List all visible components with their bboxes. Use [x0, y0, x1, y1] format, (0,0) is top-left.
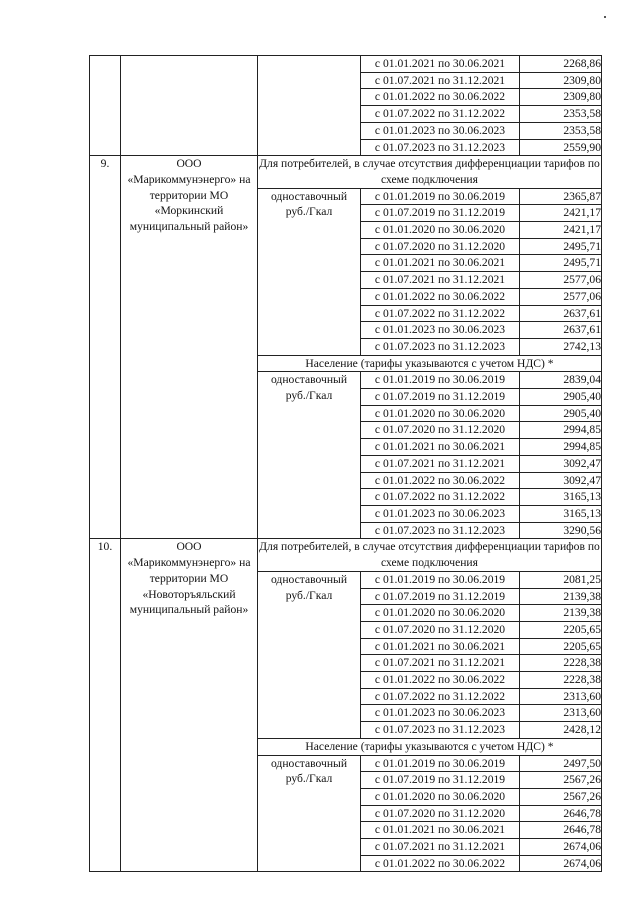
price-cell: 2365,87	[520, 188, 602, 205]
period-cell: с 01.01.2023 по 30.06.2023	[361, 122, 520, 139]
period-cell: с 01.01.2022 по 30.06.2022	[361, 89, 520, 106]
period-cell: с 01.07.2022 по 31.12.2022	[361, 106, 520, 123]
price-cell: 2309,80	[520, 89, 602, 106]
price-cell: 2839,04	[520, 372, 602, 389]
period-cell: с 01.01.2021 по 30.06.2021	[361, 822, 520, 839]
period-cell: с 01.01.2023 по 30.06.2023	[361, 322, 520, 339]
price-cell: 2742,13	[520, 338, 602, 355]
price-cell: 2353,58	[520, 106, 602, 123]
period-cell: с 01.07.2022 по 31.12.2022	[361, 688, 520, 705]
period-cell: с 01.07.2020 по 31.12.2020	[361, 805, 520, 822]
period-cell: с 01.07.2022 по 31.12.2022	[361, 489, 520, 506]
period-cell: с 01.01.2020 по 30.06.2020	[361, 605, 520, 622]
price-cell: 2637,61	[520, 305, 602, 322]
period-cell: с 01.01.2019 по 30.06.2019	[361, 372, 520, 389]
group-header: Население (тарифы указываются с учетом НДС) *	[258, 355, 602, 372]
period-cell: с 01.07.2021 по 31.12.2021	[361, 272, 520, 289]
price-cell: 2313,60	[520, 705, 602, 722]
period-cell: с 01.01.2021 по 30.06.2021	[361, 255, 520, 272]
group-header: Население (тарифы указываются с учетом НДС) *	[258, 738, 602, 755]
price-cell: 2313,60	[520, 688, 602, 705]
price-cell: 2674,06	[520, 855, 602, 872]
period-cell: с 01.01.2020 по 30.06.2020	[361, 788, 520, 805]
group-header: Для потребителей, в случае отсутствия дифференциации тарифов по схеме подключения	[258, 539, 602, 571]
period-cell: с 01.07.2019 по 31.12.2019	[361, 205, 520, 222]
period-cell: с 01.07.2023 по 31.12.2023	[361, 139, 520, 156]
period-cell: с 01.07.2020 по 31.12.2020	[361, 422, 520, 439]
price-cell: 3165,13	[520, 505, 602, 522]
unit-cell: одноставочный руб./Гкал	[258, 188, 361, 355]
period-cell: с 01.07.2019 по 31.12.2019	[361, 389, 520, 406]
period-cell: с 01.07.2022 по 31.12.2022	[361, 305, 520, 322]
price-cell: 2428,12	[520, 722, 602, 739]
unit-cell	[258, 56, 361, 156]
period-cell: с 01.01.2022 по 30.06.2022	[361, 288, 520, 305]
price-cell: 2139,38	[520, 605, 602, 622]
price-cell: 3290,56	[520, 522, 602, 539]
period-cell: с 01.01.2021 по 30.06.2021	[361, 439, 520, 456]
period-cell: с 01.07.2023 по 31.12.2023	[361, 522, 520, 539]
period-cell: с 01.01.2021 по 30.06.2021	[361, 56, 520, 73]
period-cell: с 01.07.2019 по 31.12.2019	[361, 588, 520, 605]
period-cell: с 01.07.2021 по 31.12.2021	[361, 655, 520, 672]
period-cell: с 01.01.2019 по 30.06.2019	[361, 188, 520, 205]
tariff-table-body	[90, 56, 602, 872]
price-cell: 2559,90	[520, 139, 602, 156]
price-cell: 2905,40	[520, 389, 602, 406]
price-cell: 2421,17	[520, 222, 602, 239]
price-cell: 2637,61	[520, 322, 602, 339]
price-cell: 2228,38	[520, 655, 602, 672]
price-cell: 2081,25	[520, 571, 602, 588]
price-cell: 2495,71	[520, 238, 602, 255]
price-cell: 2577,06	[520, 272, 602, 289]
period-cell: с 01.01.2019 по 30.06.2019	[361, 571, 520, 588]
period-cell: с 01.01.2019 по 30.06.2019	[361, 755, 520, 772]
period-cell: с 01.01.2023 по 30.06.2023	[361, 505, 520, 522]
price-cell: 2268,86	[520, 56, 602, 73]
price-cell: 2674,06	[520, 839, 602, 856]
period-cell: с 01.01.2022 по 30.06.2022	[361, 855, 520, 872]
period-cell: с 01.07.2020 по 31.12.2020	[361, 238, 520, 255]
price-cell: 2905,40	[520, 405, 602, 422]
price-cell: 2495,71	[520, 255, 602, 272]
price-cell: 3092,47	[520, 472, 602, 489]
price-cell: 2577,06	[520, 288, 602, 305]
period-cell: с 01.01.2020 по 30.06.2020	[361, 405, 520, 422]
organization-name: ООО «Марикоммунэнерго» на территории МО «Моркинский муниципальный район»	[121, 156, 258, 539]
period-cell: с 01.07.2021 по 31.12.2021	[361, 455, 520, 472]
period-cell: с 01.01.2022 по 30.06.2022	[361, 472, 520, 489]
price-cell: 2205,65	[520, 621, 602, 638]
period-cell: с 01.01.2020 по 30.06.2020	[361, 222, 520, 239]
unit-cell: одноставочный руб./Гкал	[258, 571, 361, 738]
price-cell: 2353,58	[520, 122, 602, 139]
period-cell: с 01.01.2021 по 30.06.2021	[361, 638, 520, 655]
unit-cell: одноставочный руб./Гкал	[258, 755, 361, 872]
entry-number: 9.	[90, 156, 121, 539]
period-cell: с 01.07.2019 по 31.12.2019	[361, 772, 520, 789]
price-cell: 3092,47	[520, 455, 602, 472]
price-cell: 2497,50	[520, 755, 602, 772]
organization-name: ООО «Марикоммунэнерго» на территории МО «Новоторъяльский муниципальный район»	[121, 539, 258, 872]
period-cell: с 01.07.2020 по 31.12.2020	[361, 621, 520, 638]
tariff-table	[89, 55, 602, 872]
period-cell: с 01.07.2023 по 31.12.2023	[361, 338, 520, 355]
group-header: Для потребителей, в случае отсутствия дифференциации тарифов по схеме подключения	[258, 156, 602, 188]
price-cell: 2228,38	[520, 672, 602, 689]
price-cell: 2309,80	[520, 72, 602, 89]
price-cell: 3165,13	[520, 489, 602, 506]
price-cell: 2567,26	[520, 772, 602, 789]
price-cell: 2421,17	[520, 205, 602, 222]
period-cell: с 01.01.2022 по 30.06.2022	[361, 672, 520, 689]
scan-dot	[604, 16, 606, 18]
price-cell: 2994,85	[520, 422, 602, 439]
organization-cell	[121, 56, 258, 156]
price-cell: 2139,38	[520, 588, 602, 605]
unit-cell: одноставочный руб./Гкал	[258, 372, 361, 539]
period-cell: с 01.07.2021 по 31.12.2021	[361, 72, 520, 89]
period-cell: с 01.07.2021 по 31.12.2021	[361, 839, 520, 856]
price-cell: 2567,26	[520, 788, 602, 805]
price-cell: 2646,78	[520, 822, 602, 839]
price-cell: 2205,65	[520, 638, 602, 655]
price-cell: 2646,78	[520, 805, 602, 822]
period-cell: с 01.07.2023 по 31.12.2023	[361, 722, 520, 739]
number-cell	[90, 56, 121, 156]
table-row	[90, 56, 602, 73]
entry-number: 10.	[90, 539, 121, 872]
period-cell: с 01.01.2023 по 30.06.2023	[361, 705, 520, 722]
price-cell: 2994,85	[520, 439, 602, 456]
